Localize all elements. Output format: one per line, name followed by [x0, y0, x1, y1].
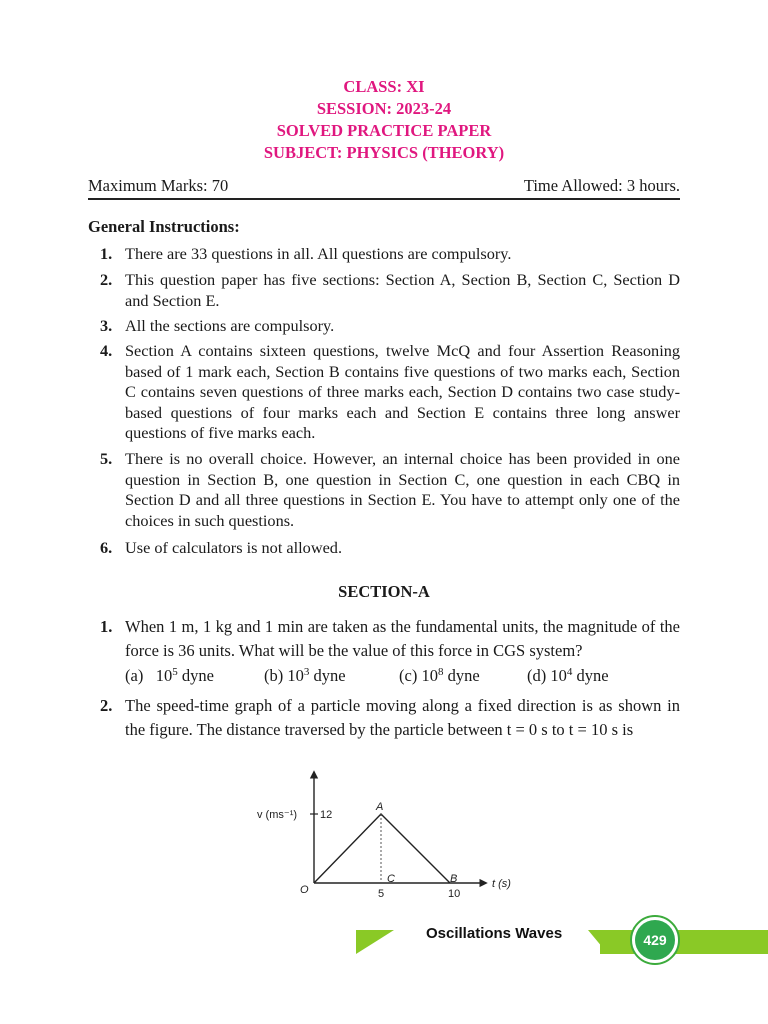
instruction-number: 4. — [100, 341, 113, 360]
footer-triangle-icon — [356, 930, 396, 954]
option-b: (b) $10^3$ dyne — [264, 666, 346, 685]
instruction-number: 5. — [100, 449, 113, 468]
speed-time-graph — [250, 765, 530, 905]
peak-label: A — [376, 801, 384, 813]
end-label: B — [450, 873, 458, 885]
instruction-text: This question paper has five sections: Section A, Section B, Section C, Section D and Section E. — [125, 270, 680, 310]
instruction-number: 2. — [100, 270, 113, 289]
instruction-item — [100, 316, 680, 337]
session-heading: SESSION: 2023-24 — [316, 99, 452, 118]
instruction-number: 6. — [100, 538, 113, 557]
subject-heading: SUBJECT: PHYSICS (THEORY) — [263, 143, 505, 162]
instruction-item — [100, 449, 680, 531]
option-a: (a) $10^5$ dyne — [125, 666, 214, 685]
x-axis-label: t (s) — [492, 878, 511, 890]
option-c: (c) $10^8$ dyne — [399, 666, 480, 685]
origin-label: O — [300, 884, 309, 896]
question-1 — [100, 615, 680, 663]
question-text: The speed-time graph of a particle moving along a fixed direction is as shown in the figure. The distance traversed by the particle between t = 0 s to t = 10 s is — [125, 696, 680, 739]
page-number: 429 — [635, 920, 675, 960]
instruction-text: Use of calculators is not allowed. — [125, 538, 343, 557]
paper-heading: SOLVED PRACTICE PAPER — [276, 121, 492, 140]
question-number: 1. — [100, 617, 113, 636]
question-number: 2. — [100, 696, 113, 715]
chapter-title: Oscillations Waves — [426, 925, 563, 942]
instruction-text: All the sections are compulsory. — [125, 316, 335, 335]
maximum-marks: Maximum Marks: 70 — [88, 176, 229, 195]
instruction-item — [100, 538, 680, 559]
foot-label: C — [387, 873, 395, 885]
x-tick-end: 10 — [448, 888, 461, 900]
instruction-item — [100, 244, 680, 265]
section-a-title: SECTION-A — [338, 582, 430, 601]
class-heading: CLASS: XI — [343, 77, 425, 96]
header-divider — [88, 198, 680, 200]
time-allowed: Time Allowed: 3 hours. — [523, 176, 680, 195]
question-2 — [100, 694, 680, 742]
footer-bar — [600, 930, 768, 954]
option-d: (d) $10^4$ dyne — [527, 666, 609, 685]
instruction-item — [100, 270, 680, 311]
instruction-item — [100, 341, 680, 444]
instruction-text: There are 33 questions in all. All questions are compulsory. — [125, 244, 512, 263]
instruction-number: 1. — [100, 244, 113, 263]
instruction-text: Section A contains sixteen questions, twelve McQ and four Assertion Reasoning based of 1 mark each, Section B contains five questions of two marks each, Section C contains seven questions of three marks each, Section D contains two case study-based questions of four marks each and Section E contains three long answer questions of five marks each. — [125, 341, 680, 442]
question-text: When 1 m, 1 kg and 1 min are taken as the fundamental units, the magnitude of the force is 36 units. What will be the value of this force in CGS system? — [125, 617, 680, 660]
general-instructions-title: General Instructions: — [88, 217, 240, 236]
x-tick-mid: 5 — [378, 888, 385, 900]
marks-row — [88, 176, 680, 196]
y-axis-label: v (ms⁻¹) — [257, 809, 298, 821]
instruction-number: 3. — [100, 316, 113, 335]
instruction-text: There is no overall choice. However, an internal choice has been provided in one question in Section B, one question in Section C, one question in each CBQ in Section D and all three questions in Section E. You have to attempt only one of the choices in such questions. — [125, 449, 680, 530]
speed-line — [314, 814, 450, 883]
page-number-badge — [630, 915, 680, 965]
y-tick-label: 12 — [320, 809, 333, 821]
